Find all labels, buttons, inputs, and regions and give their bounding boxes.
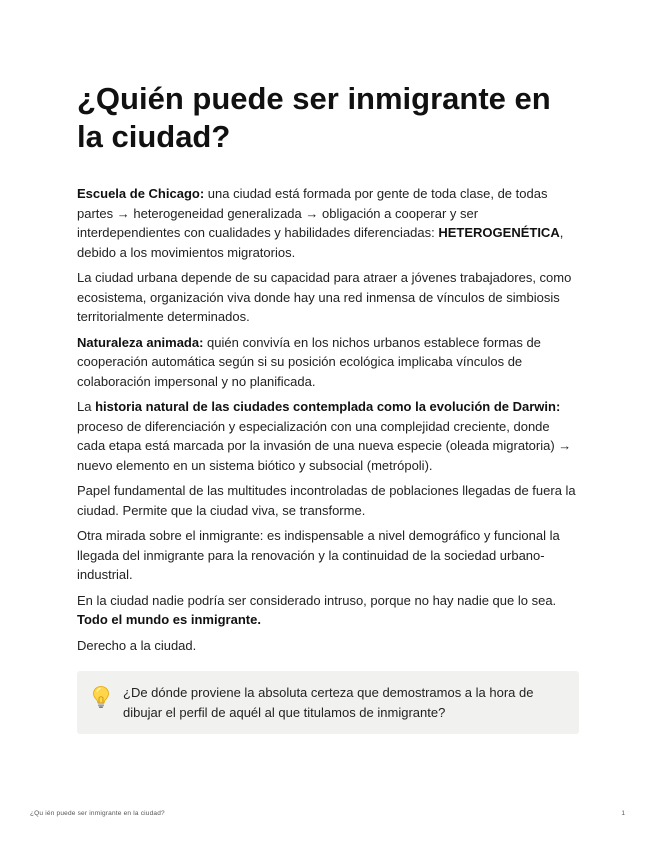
document-body [77,80,579,734]
callout-box [77,671,579,734]
footer-title: ¿Qu ién puede ser inmigrante en la ciudad? [30,810,165,817]
paragraph-otra-mirada: Otra mirada sobre el inmigrante: es indispensable a nivel demográfico y funcional la llegada del inmigrante para la renovación y la continuidad de la sociedad urbano-industrial. [77,528,560,582]
paragraph-papel-fundamental: Papel fundamental de las multitudes incontroladas de poblaciones llegadas de fuera la ciudad. Permite que la ciudad viva, se transforme. [77,483,576,518]
paragraph-ciudad-urbana: La ciudad urbana depende de su capacidad para atraer a jóvenes trabajadores, como ecosistema, organización viva donde hay una red inmensa de vínculos de simbiosis territorialmente determinados. [77,270,572,324]
page-number: 1 [621,810,625,817]
paragraph-derecho-ciudad: Derecho a la ciudad. [77,637,197,653]
paragraph-text: , debido a los movimientos migratorios. [77,225,564,260]
paragraph-nadie-intruso [77,591,579,630]
term-escuela-chicago: Escuela de Chicago: [77,186,205,201]
paragraph-text: En la ciudad nadie podría ser considerado intruso, porque no hay nadie que lo sea. [77,592,557,608]
paragraph-text: proceso de diferenciación y especialización con una complejidad creciente, donde cada etapa está marcada por la invasión de una nueva especie (oleada migratoria) → nuevo elemento en un sistema biótico y subsocial (metrópoli). [77,418,572,473]
term-naturaleza-animada: Naturaleza animada: [77,334,204,350]
page-title: ¿Quién puede ser inmigrante en la ciudad? [77,81,551,154]
paragraph-escuela-chicago [77,184,579,262]
paragraph-text: La [77,399,96,414]
term-todo-el-mundo: Todo el mundo es inmigrante. [77,612,261,627]
paragraph-text: una ciudad está formada por gente de toda clase, de todas partes → heterogeneidad generalizada → obligación a cooperar y ser interdependientes con cualidades y habilidades diferenciadas: [77,186,548,240]
paragraph-naturaleza-animada [77,333,579,392]
lightbulb-icon [91,685,111,709]
callout-text: ¿De dónde proviene la absoluta certeza que demostramos a la hora de dibujar el perfil de aquél al que titulamos de inmigrante? [123,685,534,720]
paragraph-text: quién convivía en los nichos urbanos establece formas de cooperación automática según si su posición ecológica implicaba vínculos de colaboración impersonal y no planificada. [77,334,541,389]
paragraph-historia-natural [77,397,579,475]
term-heterogenetica: HETEROGENÉTICA [438,225,560,240]
term-historia-natural: historia natural de las ciudades contemplada como la evolución de Darwin: [95,399,561,414]
